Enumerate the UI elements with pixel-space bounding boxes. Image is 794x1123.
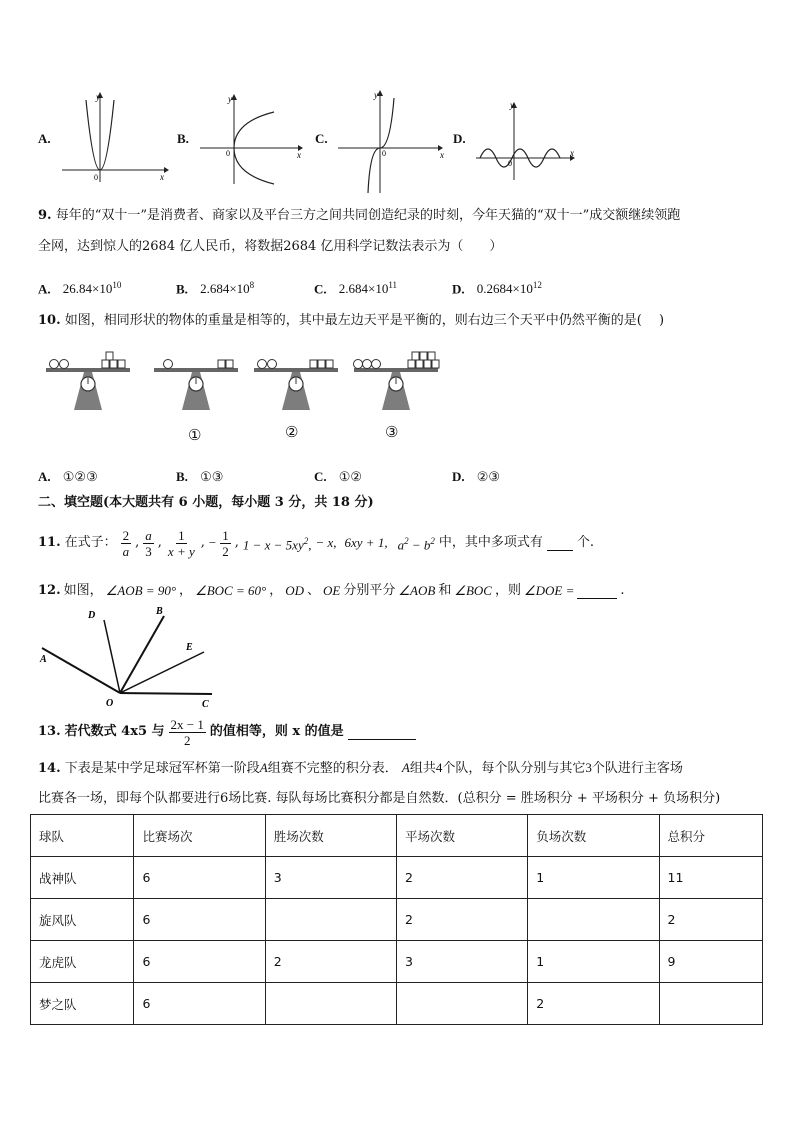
q8-graph-b — [198, 92, 308, 187]
cell-wins: 3 — [265, 857, 396, 899]
q8-graph-c — [336, 88, 451, 198]
q11-fraction-3 — [166, 528, 197, 559]
q11-prefix: 在式子： — [64, 535, 117, 550]
q14-line1-d: 个队，每个队分别与其它 — [442, 761, 586, 776]
cell-games: 6 — [134, 899, 265, 941]
q13-number: 13. — [38, 724, 61, 739]
cell-team: 战神队 — [31, 857, 134, 899]
cell-draws: 2 — [396, 857, 527, 899]
q10-text: 如图，相同形状的物体的重量是相等的，其中最左边天平是平衡的，则右边三个天平中仍然平衡的是( ) — [64, 313, 665, 328]
q10-option-c — [314, 468, 362, 487]
cell-losses: 2 — [528, 983, 659, 1025]
q11-expr5-base: 1 − x − 5xy — [242, 537, 304, 553]
q14-line2: 比赛各一场，即每个队都要进行6场比赛. 每队每场比赛积分都是自然数．(总积分 = 胜场积分 + 平场积分 + 负场积分) — [38, 791, 721, 806]
cell-games: 6 — [134, 857, 265, 899]
scale-label-1: ① — [188, 426, 202, 444]
cell-wins — [265, 983, 396, 1025]
label-e: E — [186, 642, 193, 653]
q12-angle-boc: ∠BOC = 60° — [195, 583, 267, 598]
q14-number: 14. — [38, 761, 61, 776]
q13-answer-blank[interactable] — [348, 725, 416, 740]
q10-option-d-label: D. — [452, 469, 465, 484]
q9-option-a-label: A. — [38, 281, 51, 297]
q10-option-b-label: B. — [176, 469, 188, 484]
q12-text-e: 和 — [438, 583, 452, 598]
q9-option-c — [314, 276, 397, 299]
q9-option-c-exp: 11 — [388, 280, 398, 290]
cell-team: 龙虎队 — [31, 941, 134, 983]
label-d: D — [88, 610, 96, 621]
label-c: C — [202, 699, 209, 710]
q14-other-count: 3 — [585, 760, 592, 775]
q11-f2-den: 3 — [145, 543, 152, 559]
q13-text-b: 的值相等，则 x 的值是 — [209, 724, 344, 739]
cell-total — [659, 983, 762, 1025]
header-losses: 负场次数 — [528, 815, 659, 857]
scale-label-2: ② — [285, 423, 299, 441]
q10-number: 10. — [38, 313, 61, 328]
q11-number: 11. — [38, 535, 61, 550]
q12-end: . — [620, 583, 625, 598]
table-header-row — [31, 815, 763, 857]
q12-od: OD — [285, 583, 304, 598]
header-draws: 平场次数 — [396, 815, 527, 857]
q11-f4-den: 2 — [222, 543, 229, 559]
balance-scales-figure — [40, 348, 440, 418]
label-b: B — [156, 606, 163, 617]
q10-option-d — [452, 468, 500, 487]
cell-draws: 2 — [396, 899, 527, 941]
q9-option-a-mantissa: 26.84×10 — [62, 281, 113, 297]
q10-option-d-value: ②③ — [476, 470, 501, 485]
cell-losses: 1 — [528, 941, 659, 983]
q13-f-num: 2x − 1 — [170, 716, 204, 732]
cell-total: 2 — [659, 899, 762, 941]
q10-option-c-value: ①② — [338, 470, 363, 485]
q11-expr5-exp: 2 — [303, 535, 309, 546]
q9-text-line2: 全网，达到惊人的2684 亿人民币，将数据2684 亿用科学记数法表示为（ ） — [38, 239, 503, 254]
svg-text:y: y — [228, 94, 232, 104]
cell-games: 6 — [134, 941, 265, 983]
q10-option-a-label: A. — [38, 469, 51, 484]
q11-f4-num: 1 — [222, 527, 229, 543]
header-wins: 胜场次数 — [265, 815, 396, 857]
q11-f2-num: a — [145, 527, 152, 543]
q12-angle-boc-ref: ∠BOC — [454, 583, 492, 598]
q12-text-a: 如图， — [63, 583, 103, 598]
scale-label-3: ③ — [385, 423, 399, 441]
header-team: 球队 — [31, 815, 134, 857]
q9-line1 — [38, 207, 680, 225]
q9-number: 9. — [38, 208, 52, 223]
label-a: A — [40, 654, 47, 665]
q12-angle-figure — [36, 604, 226, 714]
q11-end: 个. — [576, 535, 595, 550]
q13-f-den: 2 — [183, 732, 191, 748]
q14-team-count: 4 — [435, 760, 443, 775]
q11-expr7: 6xy + 1, — [344, 535, 388, 550]
q9-option-d — [452, 276, 542, 299]
q11-answer-blank[interactable] — [547, 536, 573, 551]
section-2-title: 二、填空题(本大题共有 6 小题，每小题 3 分，共 18 分) — [38, 495, 374, 510]
q11-f1-num: 2 — [122, 527, 130, 543]
score-table — [30, 814, 763, 1025]
scale-3 — [354, 352, 440, 410]
q10-line — [38, 312, 664, 330]
q11-fraction-4 — [220, 528, 231, 559]
q9-option-d-exp: 12 — [532, 280, 542, 290]
q9-option-c-mantissa: 2.684×10 — [338, 281, 389, 297]
q13-text-a: 若代数式 4x5 与 — [64, 724, 165, 739]
q11-fraction-1 — [121, 528, 132, 559]
cell-wins — [265, 899, 396, 941]
q9-option-b — [176, 276, 254, 299]
cell-wins: 2 — [265, 941, 396, 983]
q9-option-a-exp: 10 — [112, 280, 122, 290]
q11-fraction-2 — [143, 528, 154, 559]
q11-expr8 — [398, 532, 435, 554]
q8-option-c-label: C. — [315, 131, 328, 146]
cell-total: 11 — [659, 857, 762, 899]
question-13 — [38, 712, 416, 752]
q14-line1-b: 组赛不完整的积分表． — [267, 761, 398, 776]
svg-text:0: 0 — [94, 173, 98, 182]
cell-losses: 1 — [528, 857, 659, 899]
q9-option-b-exp: 8 — [249, 280, 255, 290]
q11-f1-den: a — [122, 543, 130, 559]
q14-line1-a: 下表是某中学足球冠军杯第一阶段 — [64, 761, 260, 776]
q11-expr8-a: a — [397, 537, 405, 553]
q11-expr5: $1 - x - 5xy^2$, — [242, 535, 312, 553]
q13-fraction — [169, 717, 206, 748]
svg-text:0: 0 — [382, 149, 386, 158]
q12-angle-aob-ref: ∠AOB — [398, 583, 436, 598]
q8-option-b-label: B. — [177, 131, 189, 146]
scale-2 — [254, 360, 338, 411]
q14-group-a: A — [259, 760, 268, 775]
scale-reference — [46, 352, 130, 410]
q11-f3-num: 1 — [178, 527, 185, 543]
q9-option-b-label: B. — [176, 281, 188, 297]
q9-text-line1: 每年的“双十一”是消费者、商家以及平台三方之间共同创造纪录的时刻，今年天猫的“双十一”成交额继续领跑 — [55, 208, 681, 223]
svg-text:0: 0 — [508, 159, 512, 168]
svg-text:x: x — [440, 150, 444, 160]
q12-oe: OE — [323, 583, 341, 598]
q14-group-a-2: A — [401, 760, 410, 775]
q14-line1-c: 组共 — [409, 761, 436, 776]
q9-option-c-label: C. — [314, 281, 327, 297]
q8-graph-d — [474, 98, 579, 183]
q8-graph-a — [60, 90, 170, 185]
q9-option-b-mantissa: 2.684×10 — [200, 281, 250, 297]
svg-text:y: y — [96, 92, 100, 102]
q12-text-d: 分别平分 — [343, 583, 396, 598]
svg-text:0: 0 — [226, 149, 230, 158]
table-row — [31, 941, 763, 983]
q8-option-a-label: A. — [38, 131, 51, 146]
q11-neg-sign: − — [208, 535, 217, 550]
cell-losses — [528, 899, 659, 941]
cell-draws: 3 — [396, 941, 527, 983]
svg-text:x: x — [297, 150, 301, 160]
header-total: 总积分 — [659, 815, 762, 857]
q12-angle-aob: ∠AOB = 90° — [105, 583, 177, 598]
q14-line1-e: 个队进行主客场 — [591, 761, 683, 776]
q10-option-b — [176, 468, 223, 487]
q11-suffix: 中，其中多项式有 — [438, 535, 543, 550]
table-row — [31, 899, 763, 941]
question-11: 11. 在式子： $\frac{2}{a}$ , $\frac{a}{3}$ , $\frac{1}{x + y}$ , − $\frac{1}{2}$ , $1 - x - 5xy^2$, − x, 6xy + 1, $a^2 - b^2$ 中，其中多项式有 个. — [38, 527, 595, 559]
q11-f3-den: x + y — [167, 543, 195, 559]
cell-games: 6 — [134, 983, 265, 1025]
q11-expr8-exp1: 2 — [404, 535, 409, 546]
label-o: O — [106, 698, 114, 709]
table-row — [31, 983, 763, 1025]
q8-option-d-label: D. — [453, 131, 466, 146]
q10-option-a-value: ①②③ — [62, 470, 98, 485]
q12-answer-blank[interactable] — [577, 584, 617, 599]
q14-line1 — [38, 759, 683, 778]
q9-option-d-label: D. — [452, 281, 465, 297]
header-games: 比赛场次 — [134, 815, 265, 857]
q12-number: 12. — [38, 583, 61, 598]
q10-option-c-label: C. — [314, 469, 327, 484]
q10-option-b-value: ①③ — [200, 470, 224, 485]
q9-option-a — [38, 276, 121, 299]
q10-option-a — [38, 468, 98, 487]
cell-team: 旋风队 — [31, 899, 134, 941]
svg-text:x: x — [570, 148, 574, 158]
svg-text:y: y — [374, 90, 378, 100]
q11-expr8-exp2: 2 — [430, 535, 435, 546]
svg-text:x: x — [160, 172, 164, 182]
cell-team: 梦之队 — [31, 983, 134, 1025]
q12-text-f: ，则 — [494, 583, 521, 598]
q12-angle-doe: ∠DOE = — [524, 583, 575, 598]
q9-option-d-mantissa: 0.2684×10 — [476, 281, 533, 297]
question-12: 12. 如图， ∠AOB = 90° ， ∠BOC = 60° ， OD 、 OE 分别平分 ∠AOB 和 ∠BOC ，则 ∠DOE = . — [38, 583, 625, 598]
q11-expr8-b: − b — [408, 537, 431, 553]
scale-1 — [154, 360, 238, 411]
q11-expr6: − x, — [315, 535, 337, 550]
cell-total: 9 — [659, 941, 762, 983]
table-row — [31, 857, 763, 899]
svg-text:y: y — [510, 100, 514, 110]
cell-draws — [396, 983, 527, 1025]
